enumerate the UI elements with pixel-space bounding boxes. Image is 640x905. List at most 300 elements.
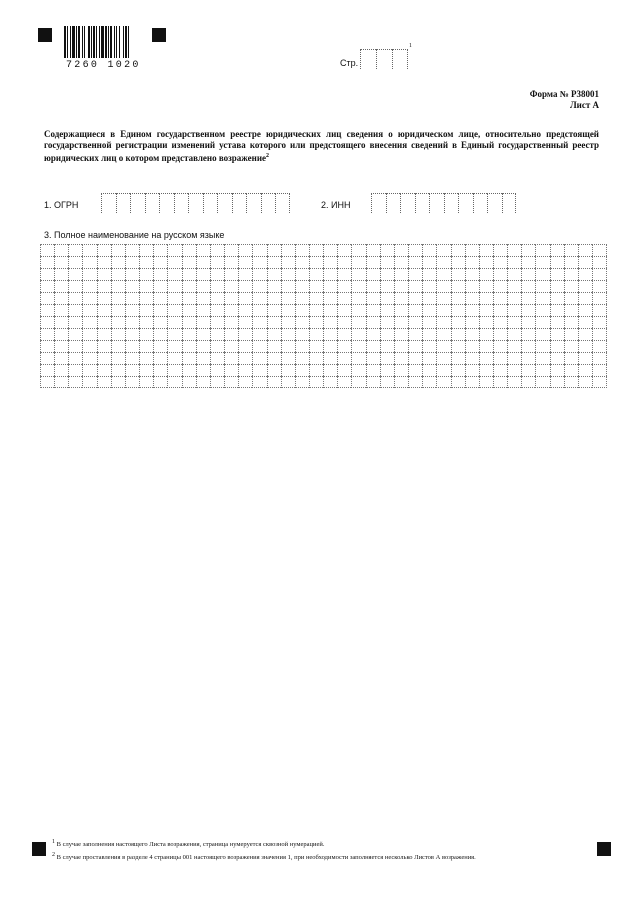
- char-cell[interactable]: [182, 292, 196, 304]
- char-cell[interactable]: [82, 244, 96, 256]
- char-cell[interactable]: [323, 280, 337, 292]
- char-cell[interactable]: [535, 304, 549, 316]
- char-cell[interactable]: [422, 256, 436, 268]
- char-cell[interactable]: [40, 304, 54, 316]
- char-cell[interactable]: [535, 376, 549, 388]
- char-cell[interactable]: [465, 244, 479, 256]
- char-cell[interactable]: [139, 268, 153, 280]
- char-cell[interactable]: [309, 352, 323, 364]
- char-cell[interactable]: [550, 292, 564, 304]
- char-cell[interactable]: [564, 316, 578, 328]
- char-cell[interactable]: [535, 280, 549, 292]
- char-cell[interactable]: [210, 304, 224, 316]
- char-cell[interactable]: [224, 316, 238, 328]
- char-cell[interactable]: [238, 244, 252, 256]
- char-cell[interactable]: [422, 340, 436, 352]
- char-cell[interactable]: [139, 244, 153, 256]
- char-cell[interactable]: [535, 268, 549, 280]
- char-cell[interactable]: [167, 328, 181, 340]
- char-cell[interactable]: [167, 364, 181, 376]
- char-cell[interactable]: [139, 292, 153, 304]
- char-cell[interactable]: [238, 328, 252, 340]
- char-cell[interactable]: [82, 316, 96, 328]
- char-cell[interactable]: [40, 244, 54, 256]
- char-cell[interactable]: [82, 268, 96, 280]
- char-cell[interactable]: [97, 268, 111, 280]
- char-cell[interactable]: [550, 316, 564, 328]
- char-cell[interactable]: [451, 256, 465, 268]
- char-cell[interactable]: [54, 316, 68, 328]
- char-cell[interactable]: [578, 244, 592, 256]
- char-cell[interactable]: [451, 268, 465, 280]
- char-cell[interactable]: [252, 364, 266, 376]
- char-cell[interactable]: [578, 256, 592, 268]
- char-cell[interactable]: [295, 244, 309, 256]
- char-cell[interactable]: [82, 340, 96, 352]
- char-cell[interactable]: [366, 340, 380, 352]
- char-cell[interactable]: [267, 352, 281, 364]
- char-cell[interactable]: [394, 280, 408, 292]
- char-cell[interactable]: [436, 328, 450, 340]
- char-cell[interactable]: [210, 244, 224, 256]
- char-cell[interactable]: [210, 352, 224, 364]
- char-cell[interactable]: [521, 364, 535, 376]
- char-cell[interactable]: [97, 244, 111, 256]
- char-cell[interactable]: [153, 352, 167, 364]
- char-cell[interactable]: [394, 304, 408, 316]
- char-cell[interactable]: [408, 364, 422, 376]
- char-cell[interactable]: [366, 316, 380, 328]
- char-cell[interactable]: [507, 268, 521, 280]
- char-cell[interactable]: [182, 256, 196, 268]
- char-cell[interactable]: [323, 292, 337, 304]
- char-cell[interactable]: [323, 376, 337, 388]
- char-cell[interactable]: [422, 292, 436, 304]
- char-cell[interactable]: [210, 328, 224, 340]
- char-cell[interactable]: [281, 256, 295, 268]
- char-cell[interactable]: [564, 268, 578, 280]
- char-cell[interactable]: [592, 316, 607, 328]
- char-cell[interactable]: [436, 364, 450, 376]
- char-cell[interactable]: [295, 304, 309, 316]
- char-cell[interactable]: [125, 304, 139, 316]
- char-cell[interactable]: [111, 364, 125, 376]
- char-cell[interactable]: [493, 340, 507, 352]
- char-cell[interactable]: [550, 364, 564, 376]
- char-cell[interactable]: [351, 328, 365, 340]
- char-cell[interactable]: [224, 304, 238, 316]
- char-cell[interactable]: [564, 352, 578, 364]
- char-cell[interactable]: [40, 352, 54, 364]
- char-cell[interactable]: [479, 292, 493, 304]
- char-cell[interactable]: [394, 328, 408, 340]
- char-cell[interactable]: [351, 340, 365, 352]
- char-cell[interactable]: [592, 376, 607, 388]
- char-cell[interactable]: [281, 316, 295, 328]
- char-cell[interactable]: [196, 244, 210, 256]
- char-cell[interactable]: [366, 292, 380, 304]
- char-cell[interactable]: [550, 376, 564, 388]
- char-cell[interactable]: [592, 340, 607, 352]
- char-cell[interactable]: [196, 316, 210, 328]
- char-cell[interactable]: [196, 352, 210, 364]
- char-cell[interactable]: [125, 280, 139, 292]
- char-cell[interactable]: [366, 244, 380, 256]
- char-cell[interactable]: [564, 328, 578, 340]
- char-cell[interactable]: [592, 328, 607, 340]
- char-cell[interactable]: [394, 352, 408, 364]
- char-cell[interactable]: [422, 364, 436, 376]
- char-cell[interactable]: [217, 193, 232, 213]
- char-cell[interactable]: [182, 316, 196, 328]
- char-cell[interactable]: [444, 193, 459, 213]
- char-cell[interactable]: [125, 256, 139, 268]
- char-cell[interactable]: [210, 364, 224, 376]
- char-cell[interactable]: [493, 304, 507, 316]
- char-cell[interactable]: [592, 304, 607, 316]
- char-cell[interactable]: [436, 292, 450, 304]
- char-cell[interactable]: [125, 244, 139, 256]
- char-cell[interactable]: [295, 376, 309, 388]
- char-cell[interactable]: [337, 328, 351, 340]
- char-cell[interactable]: [337, 352, 351, 364]
- char-cell[interactable]: [139, 256, 153, 268]
- char-cell[interactable]: [125, 364, 139, 376]
- char-cell[interactable]: [436, 268, 450, 280]
- char-cell[interactable]: [493, 376, 507, 388]
- char-cell[interactable]: [422, 280, 436, 292]
- char-cell[interactable]: [592, 244, 607, 256]
- char-cell[interactable]: [337, 268, 351, 280]
- char-cell[interactable]: [351, 268, 365, 280]
- char-cell[interactable]: [366, 268, 380, 280]
- char-cell[interactable]: [380, 244, 394, 256]
- char-cell[interactable]: [351, 304, 365, 316]
- char-cell[interactable]: [295, 280, 309, 292]
- char-cell[interactable]: [564, 364, 578, 376]
- char-cell[interactable]: [224, 292, 238, 304]
- char-cell[interactable]: [153, 376, 167, 388]
- char-cell[interactable]: [295, 316, 309, 328]
- char-cell[interactable]: [366, 376, 380, 388]
- char-cell[interactable]: [502, 193, 517, 213]
- char-cell[interactable]: [196, 280, 210, 292]
- char-cell[interactable]: [337, 340, 351, 352]
- char-cell[interactable]: [564, 376, 578, 388]
- char-cell[interactable]: [394, 364, 408, 376]
- char-cell[interactable]: [139, 304, 153, 316]
- char-cell[interactable]: [224, 328, 238, 340]
- char-cell[interactable]: [281, 340, 295, 352]
- char-cell[interactable]: [465, 280, 479, 292]
- char-cell[interactable]: [351, 292, 365, 304]
- char-cell[interactable]: [521, 268, 535, 280]
- char-cell[interactable]: [408, 328, 422, 340]
- char-cell[interactable]: [82, 292, 96, 304]
- char-cell[interactable]: [68, 352, 82, 364]
- char-cell[interactable]: [125, 316, 139, 328]
- char-cell[interactable]: [130, 193, 145, 213]
- char-cell[interactable]: [578, 316, 592, 328]
- char-cell[interactable]: [337, 304, 351, 316]
- char-cell[interactable]: [422, 304, 436, 316]
- char-cell[interactable]: [153, 292, 167, 304]
- char-cell[interactable]: [366, 364, 380, 376]
- char-cell[interactable]: [210, 268, 224, 280]
- char-cell[interactable]: [394, 316, 408, 328]
- char-cell[interactable]: [351, 256, 365, 268]
- char-cell[interactable]: [196, 304, 210, 316]
- char-cell[interactable]: [451, 244, 465, 256]
- char-cell[interactable]: [521, 304, 535, 316]
- char-cell[interactable]: [436, 304, 450, 316]
- char-cell[interactable]: [54, 280, 68, 292]
- char-cell[interactable]: [182, 304, 196, 316]
- char-cell[interactable]: [408, 244, 422, 256]
- char-cell[interactable]: [351, 376, 365, 388]
- char-cell[interactable]: [97, 364, 111, 376]
- char-cell[interactable]: [479, 352, 493, 364]
- char-cell[interactable]: [309, 256, 323, 268]
- char-cell[interactable]: [82, 328, 96, 340]
- char-cell[interactable]: [493, 280, 507, 292]
- char-cell[interactable]: [564, 256, 578, 268]
- char-cell[interactable]: [281, 328, 295, 340]
- char-cell[interactable]: [487, 193, 502, 213]
- char-cell[interactable]: [153, 340, 167, 352]
- char-cell[interactable]: [167, 340, 181, 352]
- char-cell[interactable]: [145, 193, 160, 213]
- char-cell[interactable]: [224, 280, 238, 292]
- char-cell[interactable]: [295, 340, 309, 352]
- char-cell[interactable]: [550, 352, 564, 364]
- char-cell[interactable]: [323, 268, 337, 280]
- char-cell[interactable]: [125, 268, 139, 280]
- char-cell[interactable]: [309, 268, 323, 280]
- char-cell[interactable]: [309, 280, 323, 292]
- char-cell[interactable]: [40, 328, 54, 340]
- char-cell[interactable]: [68, 316, 82, 328]
- char-cell[interactable]: [153, 304, 167, 316]
- char-cell[interactable]: [380, 280, 394, 292]
- char-cell[interactable]: [182, 328, 196, 340]
- char-cell[interactable]: [139, 376, 153, 388]
- char-cell[interactable]: [97, 352, 111, 364]
- char-cell[interactable]: [97, 340, 111, 352]
- char-cell[interactable]: [267, 376, 281, 388]
- page-number-cells[interactable]: [360, 49, 408, 69]
- char-cell[interactable]: [111, 340, 125, 352]
- char-cell[interactable]: [232, 193, 247, 213]
- char-cell[interactable]: [295, 256, 309, 268]
- char-cell[interactable]: [252, 244, 266, 256]
- char-cell[interactable]: [252, 316, 266, 328]
- char-cell[interactable]: [507, 280, 521, 292]
- char-cell[interactable]: [68, 268, 82, 280]
- char-cell[interactable]: [224, 340, 238, 352]
- char-cell[interactable]: [479, 304, 493, 316]
- char-cell[interactable]: [394, 256, 408, 268]
- char-cell[interactable]: [101, 193, 116, 213]
- char-cell[interactable]: [167, 316, 181, 328]
- char-cell[interactable]: [210, 340, 224, 352]
- char-cell[interactable]: [238, 256, 252, 268]
- char-cell[interactable]: [451, 352, 465, 364]
- char-cell[interactable]: [167, 280, 181, 292]
- char-cell[interactable]: [592, 268, 607, 280]
- char-cell[interactable]: [54, 352, 68, 364]
- char-cell[interactable]: [380, 304, 394, 316]
- char-cell[interactable]: [337, 280, 351, 292]
- char-cell[interactable]: [210, 316, 224, 328]
- char-cell[interactable]: [153, 268, 167, 280]
- char-cell[interactable]: [111, 316, 125, 328]
- char-cell[interactable]: [281, 352, 295, 364]
- char-cell[interactable]: [371, 193, 386, 213]
- char-cell[interactable]: [139, 316, 153, 328]
- char-cell[interactable]: [578, 280, 592, 292]
- char-cell[interactable]: [521, 244, 535, 256]
- char-cell[interactable]: [82, 256, 96, 268]
- char-cell[interactable]: [436, 340, 450, 352]
- char-cell[interactable]: [451, 364, 465, 376]
- char-cell[interactable]: [174, 193, 189, 213]
- char-cell[interactable]: [252, 328, 266, 340]
- char-cell[interactable]: [210, 280, 224, 292]
- char-cell[interactable]: [111, 292, 125, 304]
- char-cell[interactable]: [153, 280, 167, 292]
- char-cell[interactable]: [578, 364, 592, 376]
- char-cell[interactable]: [139, 328, 153, 340]
- char-cell[interactable]: [422, 352, 436, 364]
- char-cell[interactable]: [252, 256, 266, 268]
- char-cell[interactable]: [309, 376, 323, 388]
- char-cell[interactable]: [507, 292, 521, 304]
- char-cell[interactable]: [224, 244, 238, 256]
- char-cell[interactable]: [40, 268, 54, 280]
- char-cell[interactable]: [82, 280, 96, 292]
- char-cell[interactable]: [578, 292, 592, 304]
- char-cell[interactable]: [153, 256, 167, 268]
- char-cell[interactable]: [465, 292, 479, 304]
- char-cell[interactable]: [592, 280, 607, 292]
- char-cell[interactable]: [182, 280, 196, 292]
- char-cell[interactable]: [394, 340, 408, 352]
- char-cell[interactable]: [267, 244, 281, 256]
- page-cell[interactable]: [392, 49, 408, 69]
- char-cell[interactable]: [436, 376, 450, 388]
- char-cell[interactable]: [196, 268, 210, 280]
- char-cell[interactable]: [493, 352, 507, 364]
- char-cell[interactable]: [281, 292, 295, 304]
- char-cell[interactable]: [261, 193, 276, 213]
- char-cell[interactable]: [351, 364, 365, 376]
- char-cell[interactable]: [451, 328, 465, 340]
- char-cell[interactable]: [139, 352, 153, 364]
- char-cell[interactable]: [507, 316, 521, 328]
- char-cell[interactable]: [153, 364, 167, 376]
- char-cell[interactable]: [54, 268, 68, 280]
- char-cell[interactable]: [366, 304, 380, 316]
- char-cell[interactable]: [323, 304, 337, 316]
- char-cell[interactable]: [139, 280, 153, 292]
- char-cell[interactable]: [111, 352, 125, 364]
- char-cell[interactable]: [436, 280, 450, 292]
- char-cell[interactable]: [351, 352, 365, 364]
- char-cell[interactable]: [267, 328, 281, 340]
- char-cell[interactable]: [97, 304, 111, 316]
- char-cell[interactable]: [400, 193, 415, 213]
- char-cell[interactable]: [252, 280, 266, 292]
- char-cell[interactable]: [550, 244, 564, 256]
- page-cell[interactable]: [376, 49, 392, 69]
- char-cell[interactable]: [238, 304, 252, 316]
- char-cell[interactable]: [323, 256, 337, 268]
- char-cell[interactable]: [380, 256, 394, 268]
- char-cell[interactable]: [295, 328, 309, 340]
- char-cell[interactable]: [97, 328, 111, 340]
- char-cell[interactable]: [196, 376, 210, 388]
- char-cell[interactable]: [550, 256, 564, 268]
- char-cell[interactable]: [125, 328, 139, 340]
- char-cell[interactable]: [203, 193, 218, 213]
- char-cell[interactable]: [535, 364, 549, 376]
- char-cell[interactable]: [68, 376, 82, 388]
- char-cell[interactable]: [458, 193, 473, 213]
- char-cell[interactable]: [323, 340, 337, 352]
- char-cell[interactable]: [309, 292, 323, 304]
- char-cell[interactable]: [380, 364, 394, 376]
- char-cell[interactable]: [465, 268, 479, 280]
- char-cell[interactable]: [451, 304, 465, 316]
- char-cell[interactable]: [267, 304, 281, 316]
- char-cell[interactable]: [196, 292, 210, 304]
- char-cell[interactable]: [252, 340, 266, 352]
- char-cell[interactable]: [238, 376, 252, 388]
- char-cell[interactable]: [68, 292, 82, 304]
- char-cell[interactable]: [451, 376, 465, 388]
- char-cell[interactable]: [252, 268, 266, 280]
- char-cell[interactable]: [267, 364, 281, 376]
- char-cell[interactable]: [82, 304, 96, 316]
- char-cell[interactable]: [97, 292, 111, 304]
- char-cell[interactable]: [125, 352, 139, 364]
- char-cell[interactable]: [182, 376, 196, 388]
- char-cell[interactable]: [436, 244, 450, 256]
- char-cell[interactable]: [535, 352, 549, 364]
- char-cell[interactable]: [493, 292, 507, 304]
- char-cell[interactable]: [281, 268, 295, 280]
- char-cell[interactable]: [323, 364, 337, 376]
- char-cell[interactable]: [54, 364, 68, 376]
- char-cell[interactable]: [415, 193, 430, 213]
- char-cell[interactable]: [493, 244, 507, 256]
- char-cell[interactable]: [451, 340, 465, 352]
- char-cell[interactable]: [465, 256, 479, 268]
- char-cell[interactable]: [394, 268, 408, 280]
- char-cell[interactable]: [267, 316, 281, 328]
- char-cell[interactable]: [550, 328, 564, 340]
- char-cell[interactable]: [97, 280, 111, 292]
- char-cell[interactable]: [493, 268, 507, 280]
- char-cell[interactable]: [153, 316, 167, 328]
- char-cell[interactable]: [408, 256, 422, 268]
- char-cell[interactable]: [238, 268, 252, 280]
- char-cell[interactable]: [295, 292, 309, 304]
- char-cell[interactable]: [578, 328, 592, 340]
- ogrn-field[interactable]: [101, 193, 290, 213]
- char-cell[interactable]: [408, 304, 422, 316]
